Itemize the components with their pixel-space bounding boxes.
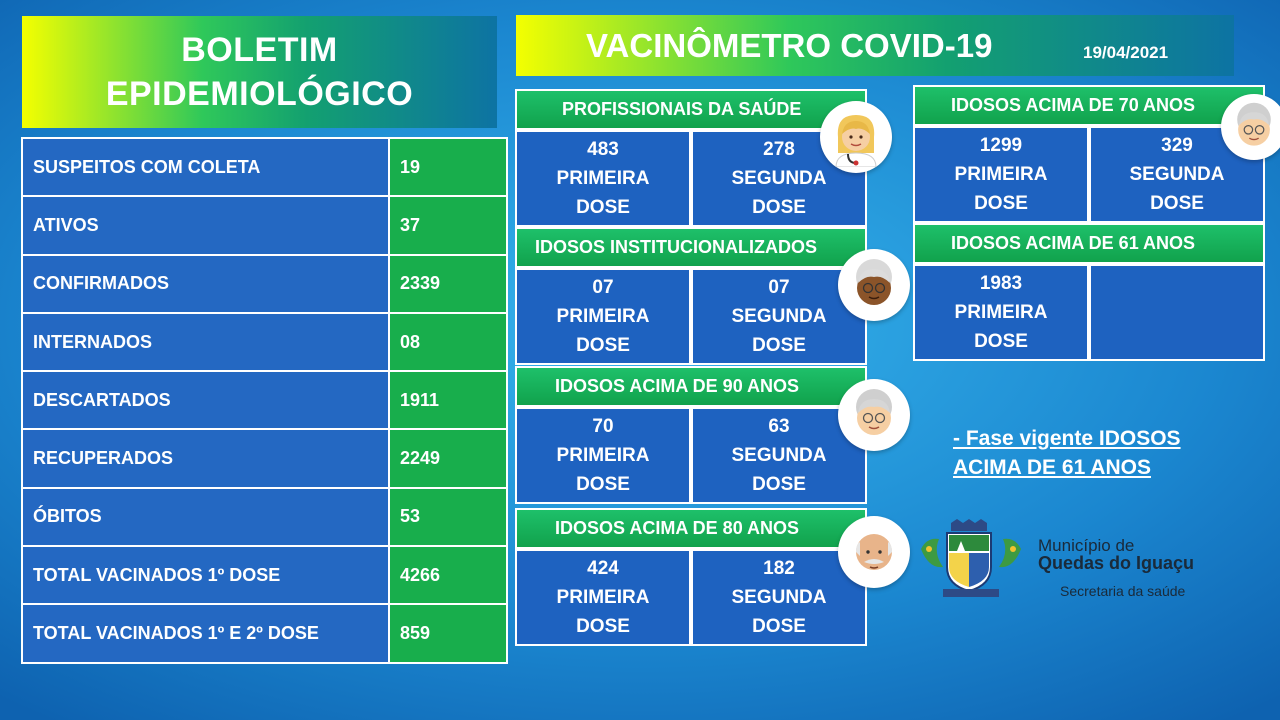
first-dose-cell — [515, 407, 691, 504]
elderly-man-icon — [838, 516, 910, 588]
second-dose-label: SEGUNDA — [731, 306, 827, 327]
elderly-woman-dark-icon — [838, 249, 910, 321]
boletim-row — [22, 371, 507, 429]
boletim-row-label: ÓBITOS — [22, 488, 389, 546]
first-dose-count: 1299 — [979, 135, 1023, 156]
second-dose-label: SEGUNDA — [731, 168, 827, 189]
health-secretariat: Secretaria da saúde — [1060, 583, 1186, 599]
vacinometro-title-banner — [516, 15, 1234, 76]
boletim-row-value: 19 — [389, 138, 507, 196]
second-dose-label: SEGUNDA — [731, 587, 827, 608]
second-dose-label: SEGUNDA — [731, 445, 827, 466]
second-dose-count: 329 — [1161, 135, 1193, 156]
first-dose-label: PRIMEIRA — [954, 164, 1048, 185]
municipality-label — [1038, 537, 1194, 599]
boletim-row-value: 37 — [389, 196, 507, 254]
second-dose-count: 278 — [763, 139, 795, 160]
group-idosos-70 — [913, 85, 1265, 223]
current-phase-line2: ACIMA DE 61 ANOS — [953, 456, 1151, 479]
boletim-title-line1: BOLETIM — [181, 31, 338, 69]
first-dose-label: PRIMEIRA — [556, 168, 650, 189]
group-title: IDOSOS ACIMA DE 80 ANOS — [515, 508, 867, 549]
group-idosos-institucionalizados — [515, 227, 867, 365]
elderly-woman-icon — [838, 379, 910, 451]
boletim-row-label: INTERNADOS — [22, 313, 389, 371]
boletim-row-label: TOTAL VACINADOS 1º E 2º DOSE — [22, 604, 389, 662]
boletim-row — [22, 196, 507, 254]
boletim-title-line2: EPIDEMIOLÓGICO — [105, 75, 414, 113]
municipality-name: Quedas do Iguaçu — [1038, 553, 1195, 573]
second-dose-count: 63 — [768, 416, 790, 437]
dose-label: DOSE — [576, 474, 630, 495]
boletim-row-value: 4266 — [389, 546, 507, 604]
second-dose-count: 07 — [768, 277, 790, 298]
first-dose-count: 424 — [587, 558, 619, 579]
boletim-row-value: 1911 — [389, 371, 507, 429]
first-dose-label: PRIMEIRA — [556, 445, 650, 466]
boletim-row — [22, 546, 507, 604]
group-title: IDOSOS ACIMA DE 70 ANOS — [913, 85, 1265, 126]
boletim-row-label: ATIVOS — [22, 196, 389, 254]
dose-label: DOSE — [752, 335, 806, 356]
first-dose-cell — [515, 268, 691, 365]
boletim-row-label: SUSPEITOS COM COLETA — [22, 138, 389, 196]
boletim-row-value: 53 — [389, 488, 507, 546]
first-dose-label: PRIMEIRA — [556, 587, 650, 608]
first-dose-cell — [515, 130, 691, 227]
doctor-woman-icon — [820, 101, 892, 173]
dose-label: DOSE — [576, 197, 630, 218]
first-dose-count: 483 — [587, 139, 619, 160]
elderly-woman-icon — [1221, 94, 1280, 160]
group-title: IDOSOS ACIMA DE 90 ANOS — [515, 366, 867, 407]
boletim-row-label: TOTAL VACINADOS 1º DOSE — [22, 546, 389, 604]
dose-label: DOSE — [576, 616, 630, 637]
boletim-row-label: CONFIRMADOS — [22, 255, 389, 313]
second-dose-label: SEGUNDA — [1129, 164, 1225, 185]
dose-label: DOSE — [974, 331, 1028, 352]
dose-label: DOSE — [974, 193, 1028, 214]
boletim-row — [22, 255, 507, 313]
dose-label: DOSE — [1150, 193, 1204, 214]
boletim-row-value: 859 — [389, 604, 507, 662]
dose-label: DOSE — [752, 197, 806, 218]
first-dose-label: PRIMEIRA — [556, 306, 650, 327]
group-idosos-80 — [515, 508, 867, 646]
first-dose-count: 70 — [592, 416, 614, 437]
empty-cell — [1089, 264, 1265, 361]
group-title: IDOSOS ACIMA DE 61 ANOS — [913, 223, 1265, 264]
first-dose-count: 1983 — [979, 273, 1023, 294]
boletim-row — [22, 429, 507, 487]
boletim-row-label: DESCARTADOS — [22, 371, 389, 429]
group-idosos-61 — [913, 223, 1265, 361]
first-dose-label: PRIMEIRA — [954, 302, 1048, 323]
boletim-row-label: RECUPERADOS — [22, 429, 389, 487]
boletim-row-value: 2249 — [389, 429, 507, 487]
vacinometro-title: VACINÔMETRO COVID-19 — [586, 27, 993, 64]
bulletin-date: 19/04/2021 — [1083, 43, 1169, 62]
boletim-row — [22, 488, 507, 546]
boletim-title-banner — [22, 16, 497, 128]
boletim-row — [22, 313, 507, 371]
first-dose-cell — [515, 549, 691, 646]
first-dose-cell — [913, 126, 1089, 223]
boletim-row — [22, 138, 507, 196]
first-dose-count: 07 — [592, 277, 614, 298]
boletim-table — [21, 137, 508, 664]
municipality-line1: Município de — [1038, 536, 1135, 555]
group-title: IDOSOS INSTITUCIONALIZADOS — [515, 227, 867, 268]
boletim-row-value: 08 — [389, 313, 507, 371]
municipality-coat-of-arms-icon — [917, 519, 1025, 604]
boletim-row-value: 2339 — [389, 255, 507, 313]
group-profissionais-saude — [515, 89, 867, 227]
group-title: PROFISSIONAIS DA SAÚDE — [515, 89, 867, 130]
dose-label: DOSE — [752, 616, 806, 637]
current-phase-line1: - Fase vigente IDOSOS — [953, 427, 1181, 450]
dose-label: DOSE — [752, 474, 806, 495]
second-dose-count: 182 — [763, 558, 795, 579]
boletim-row — [22, 604, 507, 662]
current-phase-note — [953, 424, 1181, 482]
dose-label: DOSE — [576, 335, 630, 356]
first-dose-cell — [913, 264, 1089, 361]
group-idosos-90 — [515, 366, 867, 504]
